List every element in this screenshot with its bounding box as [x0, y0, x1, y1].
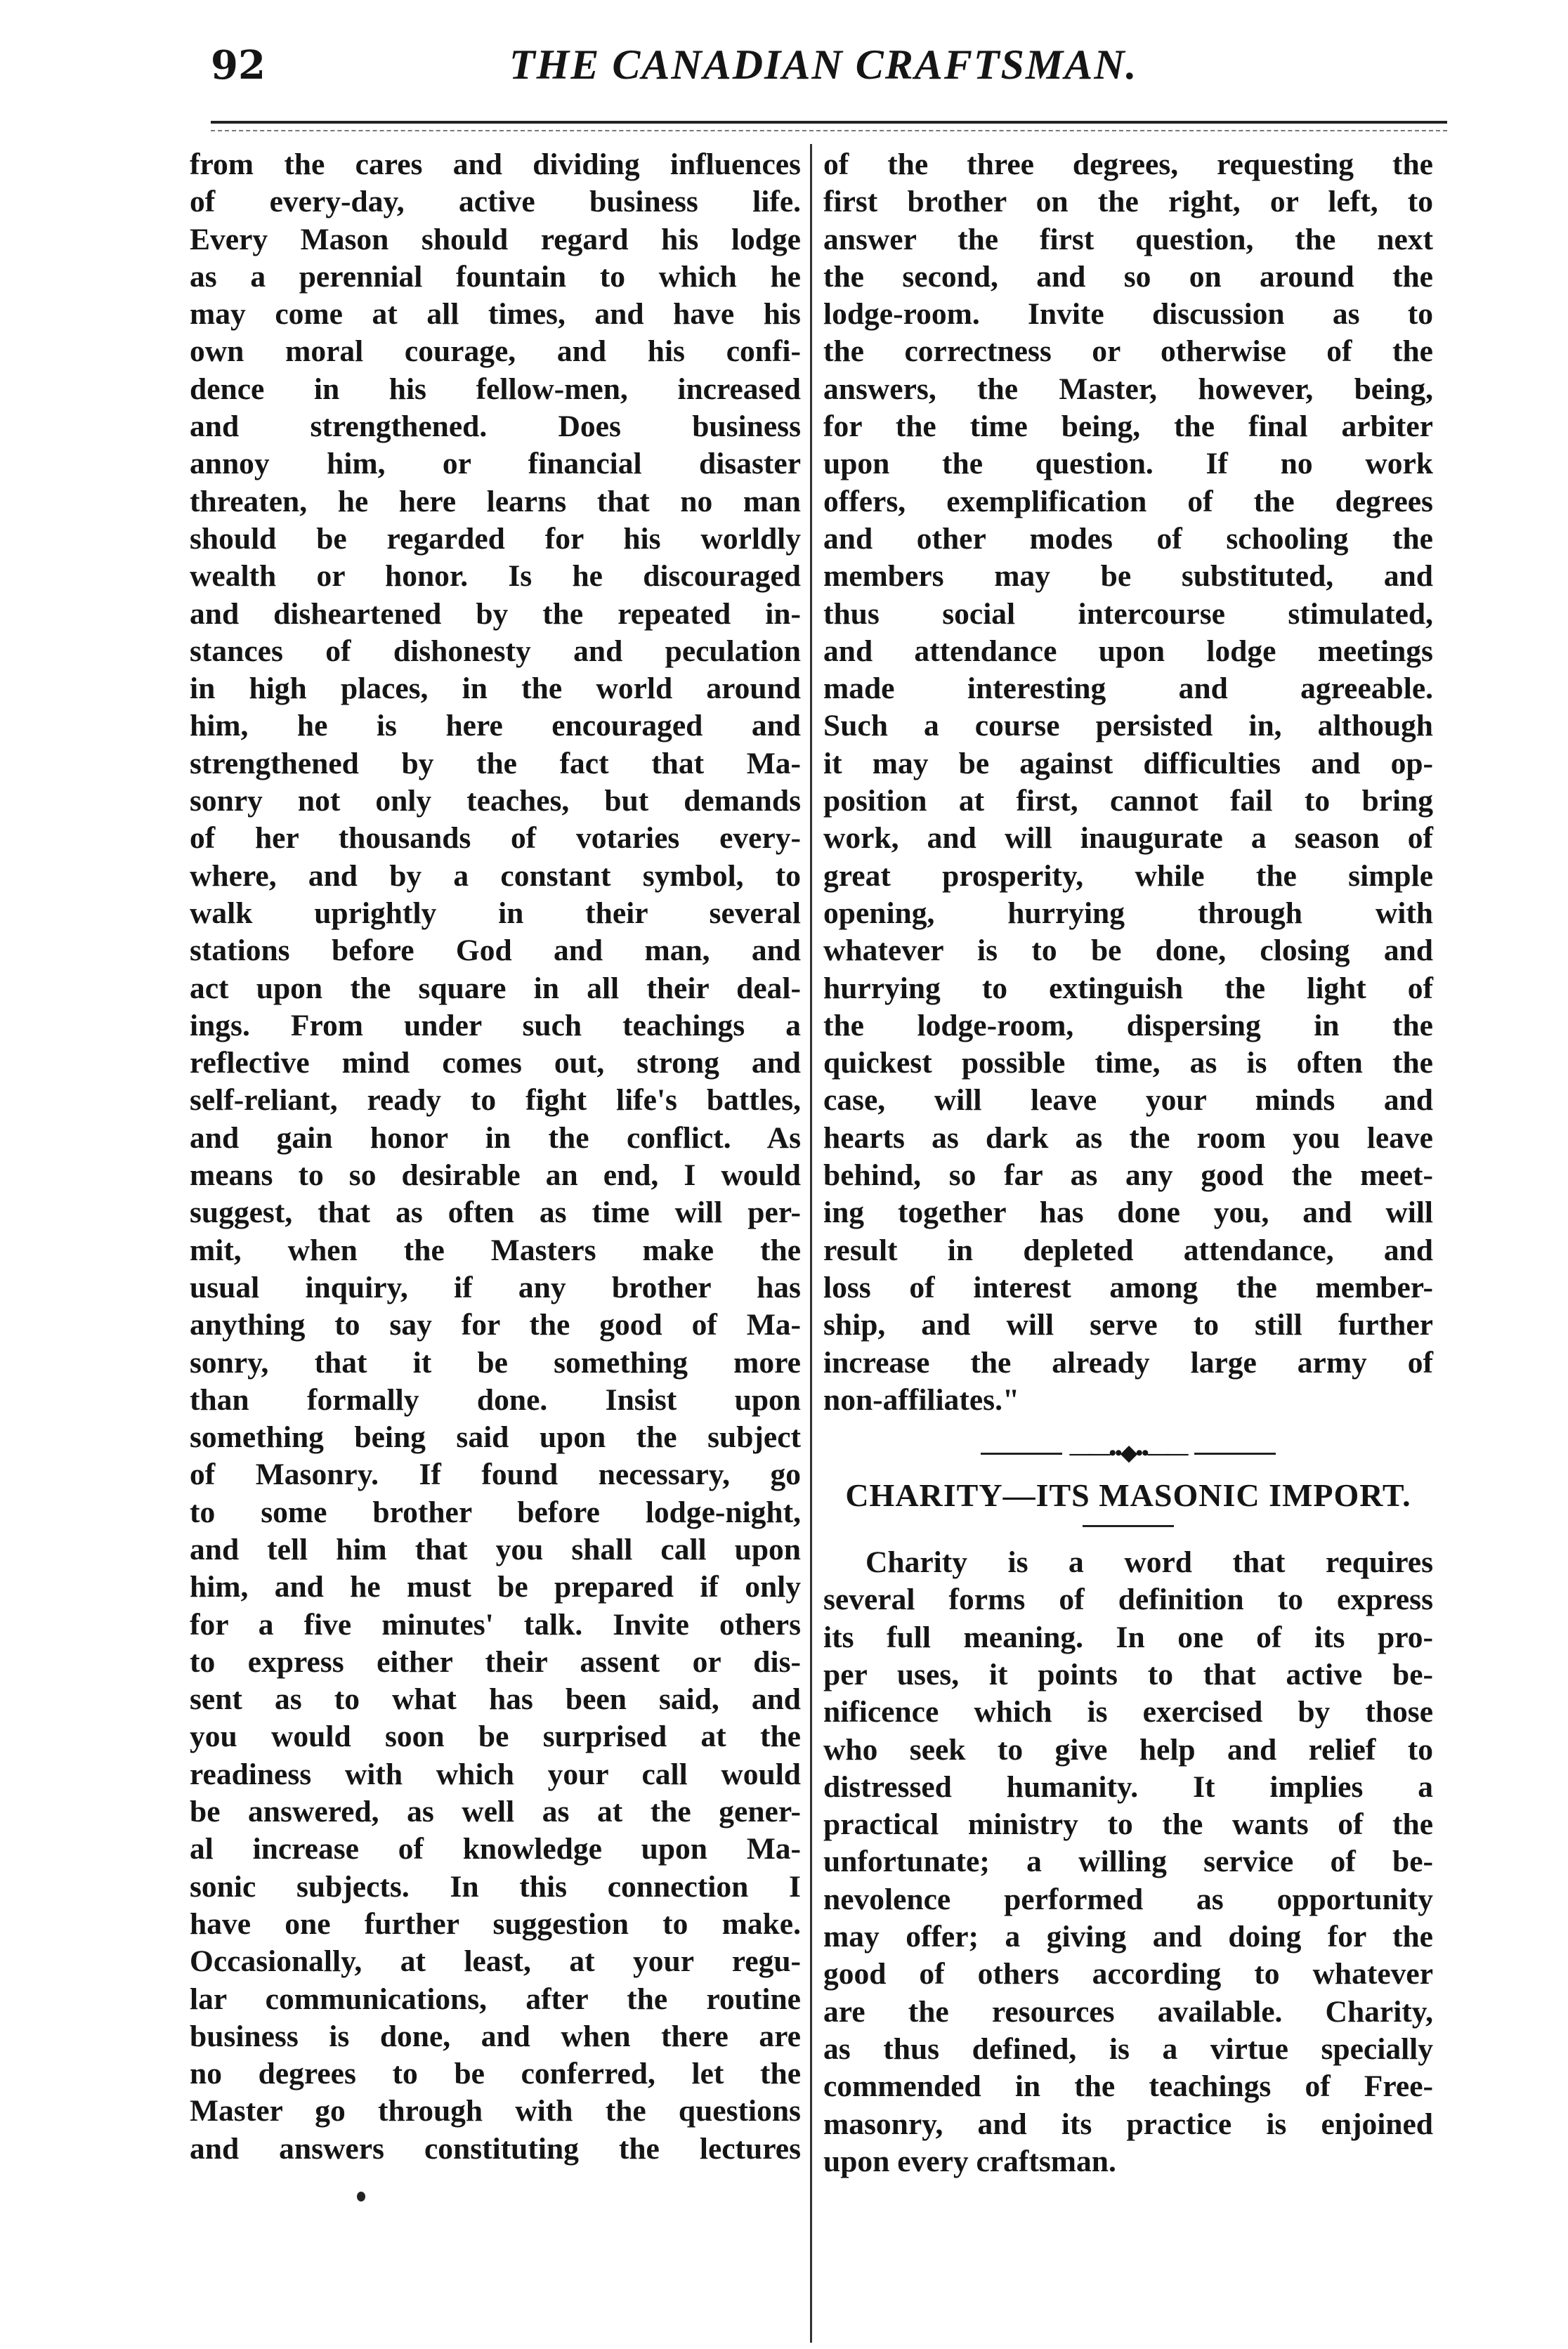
text-line: lodge-room. Invite discussion as to — [823, 297, 1433, 332]
text-line: Every Mason should regard his lodge — [190, 222, 801, 256]
text-line: and tell him that you shall call upon — [190, 1532, 801, 1566]
text-line: of Masonry. If found necessary, go — [190, 1458, 801, 1492]
column-divider — [810, 144, 812, 2343]
text-line: work, and will inaugurate a season of — [823, 821, 1433, 856]
text-line: answers, the Master, however, being, — [823, 372, 1433, 406]
text-line: have one further suggestion to make. — [190, 1906, 801, 1941]
text-line: al increase of knowledge upon Ma- — [190, 1832, 801, 1866]
text-line: answer the first question, the next — [823, 222, 1433, 256]
text-line: the lodge-room, dispersing in the — [823, 1008, 1433, 1042]
text-line: and answers constituting the lectures — [190, 2131, 801, 2166]
text-line: nevolence performed as opportunity — [823, 1882, 1433, 1916]
text-line: business is done, and when there are — [190, 2019, 801, 2053]
text-line: of the three degrees, requesting the — [823, 148, 1433, 181]
text-line: case, will leave your minds and — [823, 1083, 1433, 1118]
text-line: mit, when the Masters make the — [190, 1233, 801, 1267]
text-line: threaten, he here learns that no man — [190, 484, 801, 518]
text-line: annoy him, or financial disaster — [190, 447, 801, 481]
text-line: sonry, that it be something more — [190, 1345, 801, 1380]
text-line: act upon the square in all their deal- — [190, 971, 801, 1005]
text-line: stations before God and man, and — [190, 934, 801, 968]
right-column-text-continued — [823, 146, 1433, 1419]
text-line: you would soon be surprised at the — [190, 1720, 801, 1754]
text-line: loss of interest among the member- — [823, 1270, 1433, 1304]
text-line: to some brother before lodge-night, — [190, 1495, 801, 1529]
text-line: good of others according to whatever — [823, 1957, 1433, 1991]
right-column — [823, 146, 1433, 2180]
text-line: wealth or honor. Is he discouraged — [190, 559, 801, 594]
ink-speck — [357, 2192, 365, 2201]
text-line: members may be substituted, and — [823, 559, 1433, 594]
text-line: the correctness or otherwise of the — [823, 334, 1433, 369]
text-line: walk uprightly in their several — [190, 896, 801, 930]
left-column-text — [190, 146, 801, 2168]
text-line: quickest possible time, as is often the — [823, 1046, 1433, 1080]
text-line: position at first, cannot fail to bring — [823, 784, 1433, 818]
text-line: several forms of definition to express — [823, 1583, 1433, 1617]
left-column — [190, 146, 801, 2168]
text-line: Such a course persisted in, although — [823, 709, 1433, 743]
heading-rule — [1083, 1525, 1174, 1527]
text-line: where, and by a constant symbol, to — [190, 858, 801, 893]
running-title: THE CANADIAN CRAFTSMAN. — [509, 41, 1138, 88]
text-line: masonry, and its practice is enjoined — [823, 2107, 1433, 2141]
text-line: dence in his fellow-men, increased — [190, 372, 801, 406]
text-line: own moral courage, and his confi- — [190, 334, 801, 369]
text-line: result in depleted attendance, and — [823, 1233, 1433, 1267]
text-line: no degrees to be conferred, let the — [190, 2057, 801, 2091]
text-line: of her thousands of votaries every- — [190, 821, 801, 856]
text-line: self-reliant, ready to fight life's battles, — [190, 1083, 801, 1118]
text-line: it may be against difficulties and op- — [823, 746, 1433, 780]
text-line: for a five minutes' talk. Invite others — [190, 1607, 801, 1642]
text-line: him, and he must be prepared if only — [190, 1570, 801, 1604]
text-line: behind, so far as any good the meet- — [823, 1158, 1433, 1193]
text-line: and disheartened by the repeated in- — [190, 596, 801, 631]
text-line: distressed humanity. It implies a — [823, 1769, 1433, 1804]
text-line: reflective mind comes out, strong and — [190, 1046, 801, 1080]
text-line: who seek to give help and relief to — [823, 1732, 1433, 1767]
text-line: readiness with which your call would — [190, 1757, 801, 1791]
text-line: Charity is a word that requires — [865, 1545, 1433, 1580]
text-line: for the time being, the final arbiter — [823, 410, 1433, 444]
text-line: sonry not only teaches, but demands — [190, 784, 801, 818]
text-line: to express either their assent or dis- — [190, 1644, 801, 1679]
text-line: whatever is to be done, closing and — [823, 934, 1433, 968]
text-line: may offer; a giving and doing for the — [823, 1920, 1433, 1954]
text-line: of every-day, active business life. — [190, 185, 801, 219]
text-line: Occasionally, at least, at your regu- — [190, 1944, 801, 1979]
right-column-text-charity — [823, 1544, 1433, 2180]
text-line: may come at all times, and have his — [190, 297, 801, 332]
text-line: as thus defined, is a virtue specially — [823, 2031, 1433, 2066]
text-line: are the resources available. Charity, — [823, 1994, 1433, 2029]
text-line: from the cares and dividing influences — [190, 148, 801, 181]
section-heading: CHARITY—ITS MASONIC IMPORT. — [845, 1477, 1411, 1514]
text-line: unfortunate; a willing service of be- — [823, 1845, 1433, 1879]
text-line: opening, hurrying through with — [823, 896, 1433, 930]
text-line: made interesting and agreeable. — [823, 672, 1433, 706]
text-line: hearts as dark as the room you leave — [823, 1120, 1433, 1155]
text-line: thus social intercourse stimulated, — [823, 596, 1433, 631]
text-line: stances of dishonesty and peculation — [190, 634, 801, 668]
text-line: and strengthened. Does business — [190, 410, 801, 444]
header-rule-dashed — [211, 130, 1447, 131]
text-line: practical ministry to the wants of the — [823, 1807, 1433, 1842]
text-line: the second, and so on around the — [823, 259, 1433, 294]
header-rule — [211, 121, 1447, 124]
text-line: non-affiliates." — [823, 1382, 1020, 1417]
text-line: upon the question. If no work — [823, 447, 1433, 481]
text-line: anything to say for the good of Ma- — [190, 1308, 801, 1342]
text-line: hurrying to extinguish the light of — [823, 971, 1433, 1005]
text-line: him, he is here encouraged and — [190, 709, 801, 743]
text-line: should be regarded for his worldly — [190, 521, 801, 556]
text-line: usual inquiry, if any brother has — [190, 1270, 801, 1304]
text-line: per uses, it points to that active be- — [823, 1657, 1433, 1692]
ornament-glyphs: ——••◆••—— — [1062, 1441, 1194, 1465]
text-line: great prosperity, while the simple — [823, 858, 1433, 893]
text-line: than formally done. Insist upon — [190, 1382, 801, 1417]
text-line: in high places, in the world around — [190, 672, 801, 706]
text-line: increase the already large army of — [823, 1345, 1433, 1380]
text-line: first brother on the right, or left, to — [823, 185, 1433, 219]
text-line: nificence which is exercised by those — [823, 1695, 1433, 1729]
text-line: ing together has done you, and will — [823, 1196, 1433, 1230]
text-line: sonic subjects. In this connection I — [190, 1869, 801, 1904]
text-line: ings. From under such teachings a — [190, 1008, 801, 1042]
text-line: and attendance upon lodge meetings — [823, 634, 1433, 668]
section-ornament — [981, 1441, 1276, 1465]
text-line: be answered, as well as at the gener- — [190, 1795, 801, 1829]
text-line: its full meaning. In one of its pro- — [823, 1620, 1433, 1654]
text-line: offers, exemplification of the degrees — [823, 484, 1433, 518]
page-header — [144, 41, 1423, 118]
text-line: lar communications, after the routine — [190, 1982, 801, 2016]
text-line: strengthened by the fact that Ma- — [190, 746, 801, 780]
text-line: commended in the teachings of Free- — [823, 2069, 1433, 2104]
text-line: ship, and will serve to still further — [823, 1308, 1433, 1342]
text-line: suggest, that as often as time will per- — [190, 1196, 801, 1230]
text-line: Master go through with the questions — [190, 2094, 801, 2128]
text-line: upon every craftsman. — [823, 2144, 1116, 2178]
text-line: and gain honor in the conflict. As — [190, 1120, 801, 1155]
text-line: something being said upon the subject — [190, 1420, 801, 1455]
text-line: and other modes of schooling the — [823, 521, 1433, 556]
page-number: 92 — [211, 42, 266, 89]
text-line: sent as to what has been said, and — [190, 1682, 801, 1717]
text-line: as a perennial fountain to which he — [190, 259, 801, 294]
text-line: means to so desirable an end, I would — [190, 1158, 801, 1193]
